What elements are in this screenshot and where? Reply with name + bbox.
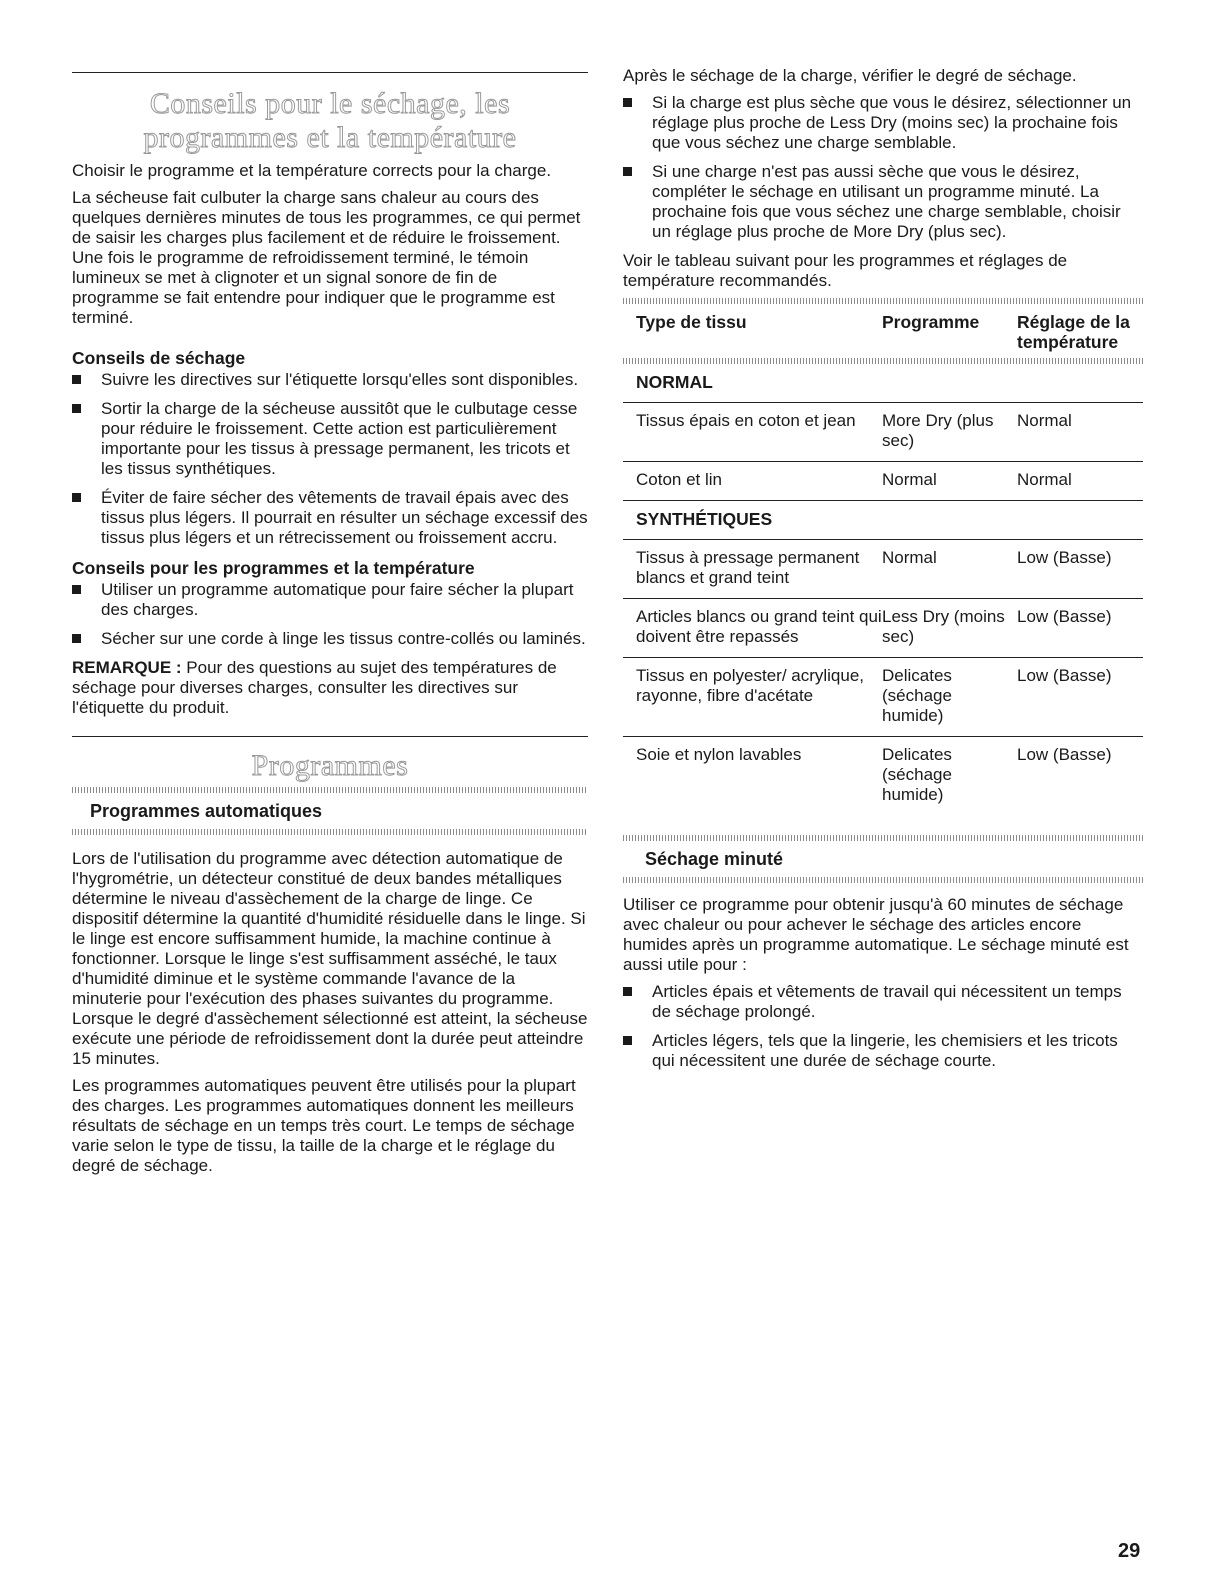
table-row <box>623 658 1143 737</box>
timed-drying-heading: Séchage minuté <box>645 849 784 869</box>
cell-fabric: Tissus épais en coton et jean <box>636 411 856 430</box>
list-item: Articles épais et vêtements de travail qui nécessitent un temps de séchage prolongé. <box>623 982 1143 1022</box>
cell-temperature: Normal <box>1017 411 1072 430</box>
list-item: Utiliser un programme automatique pour faire sécher la plupart des charges. <box>72 580 588 620</box>
square-bullet-icon <box>623 987 632 996</box>
cell-program: Less Dry (moins sec) <box>882 607 1005 646</box>
cell-temperature: Low (Basse) <box>1017 548 1112 567</box>
cell-program: Delicates (séchage humide) <box>882 745 952 804</box>
cell-temperature: Low (Basse) <box>1017 666 1112 685</box>
header-program: Programme <box>882 312 980 332</box>
program-tips-list <box>72 580 588 649</box>
settings-table <box>623 298 1143 835</box>
cell-program: Normal <box>882 548 937 567</box>
section-rule <box>72 736 588 737</box>
cell-temperature: Low (Basse) <box>1017 607 1112 626</box>
group-label-synthetics: SYNTHÉTIQUES <box>636 509 773 529</box>
after-drying-text: Après le séchage de la charge, vérifier le degré de séchage. <box>623 66 1077 85</box>
cell-program: More Dry (plus sec) <box>882 411 994 450</box>
table-row <box>623 403 1143 462</box>
square-bullet-icon <box>72 375 81 384</box>
cell-program: Delicates (séchage humide) <box>882 666 952 725</box>
header-fabric-type: Type de tissu <box>636 312 747 332</box>
square-bullet-icon <box>72 634 81 643</box>
list-item: Suivre les directives sur l'étiquette lorsqu'elles sont disponibles. <box>72 370 588 390</box>
auto-programs-heading: Programmes automatiques <box>90 801 323 821</box>
header-temperature: Réglage de la température <box>1017 312 1130 352</box>
table-row <box>623 462 1143 501</box>
after-drying-list <box>623 93 1143 242</box>
list-item: Si la charge est plus sèche que vous le désirez, sélectionner un réglage plus proche de Less Dry (moins sec) la prochaine fois que vous séchez une charge semblable. <box>623 93 1143 153</box>
cell-temperature: Normal <box>1017 470 1072 489</box>
drying-tips-heading: Conseils de séchage <box>72 348 246 368</box>
square-bullet-icon <box>623 1036 632 1045</box>
section-title-programs: Programmes <box>251 749 409 782</box>
table-header <box>623 304 1143 358</box>
remark-text: Pour des questions au sujet des températures de séchage pour diverses charges, consulter les directives sur l'étiquette du produit. <box>72 658 557 717</box>
page-number: 29 <box>1118 1540 1141 1562</box>
group-label-normal: NORMAL <box>636 372 713 392</box>
right-column <box>623 0 1143 1080</box>
program-tips-heading: Conseils pour les programmes et la température <box>72 558 475 578</box>
left-column <box>72 0 588 1183</box>
auto-paragraph-1: Lors de l'utilisation du programme avec détection automatique de l'hygrométrie, un détecteur constitué de deux bandes métalliques détermine le niveau d'assèchement de la charge de linge. Ce dispositif détermine la quantité d'humidité résiduelle dans le linge. Si le linge est encore suffisamment humide, la machine continue à fonctionner. Lorsque le linge s'est suffisamment asséché, le taux d'humidité diminue et le système commande l'avance de la minuterie pour l'exécution des phases suivantes du programme. Lorsque le degré d'assèchement sélectionné est atteint, la sécheuse exécute une période de refroidissement dont la durée peut atteindre 15 minutes. <box>72 849 588 1068</box>
square-bullet-icon <box>72 404 81 413</box>
square-bullet-icon <box>72 493 81 502</box>
table-row <box>623 737 1143 835</box>
list-item: Articles légers, tels que la lingerie, les chemisiers et les tricots qui nécessitent une durée de séchage courte. <box>623 1031 1143 1071</box>
list-item: Sortir la charge de la sécheuse aussitôt que le culbutage cesse pour réduire le froissement. Cette action est particulièrement importante pour les tissus à pressage permanent, les tricots et les tissus synthétiques. <box>72 399 588 479</box>
cell-temperature: Low (Basse) <box>1017 745 1112 764</box>
table-group-row <box>623 364 1143 403</box>
remark-label: REMARQUE : <box>72 658 182 677</box>
tumble-paragraph: La sécheuse fait culbuter la charge sans chaleur au cours des quelques dernières minutes de tous les programmes, ce qui permet de saisir les charges plus facilement et de réduire le froissement. Une fois le programme de refroidissement terminé, le témoin lumineux se met à clignoter et un signal sonore de fin de programme se fait entendre pour indiquer que le programme est terminé. <box>72 188 581 327</box>
table-row <box>623 540 1143 599</box>
square-bullet-icon <box>623 167 632 176</box>
list-item: Sécher sur une corde à linge les tissus contre-collés ou laminés. <box>72 629 588 649</box>
hatch-divider <box>623 877 1143 883</box>
cell-fabric: Tissus en polyester/ acrylique, rayonne, fibre d'acétate <box>636 666 865 705</box>
cell-fabric: Tissus à pressage permanent blancs et grand teint <box>636 548 860 587</box>
list-item: Éviter de faire sécher des vêtements de travail épais avec des tissus plus légers. Il pourrait en résulter un séchage excessif des tissus plus légers et un rétrecissement ou froissement accru. <box>72 488 588 548</box>
intro-text: Choisir le programme et la température corrects pour la charge. <box>72 161 552 180</box>
cell-program: Normal <box>882 470 937 489</box>
remark-note <box>72 658 588 718</box>
cell-fabric: Coton et lin <box>636 470 722 489</box>
cell-fabric: Soie et nylon lavables <box>636 745 802 764</box>
drying-tips-list <box>72 370 588 548</box>
hatch-divider <box>72 829 588 835</box>
square-bullet-icon <box>72 585 81 594</box>
timed-drying-paragraph: Utiliser ce programme pour obtenir jusqu'à 60 minutes de séchage avec chaleur ou pour achever le séchage des articles encore humides après un programme automatique. Le séchage minuté est aussi utile pour : <box>623 895 1129 974</box>
timed-drying-list <box>623 982 1143 1071</box>
table-intro: Voir le tableau suivant pour les programmes et réglages de température recommandés. <box>623 251 1068 290</box>
auto-paragraph-2: Les programmes automatiques peuvent être utilisés pour la plupart des charges. Les programmes automatiques donnent les meilleurs résultats de séchage en un temps très court. Le temps de séchage varie selon le type de tissu, la taille de la charge et le réglage du degré de séchage. <box>72 1076 576 1175</box>
section-title-tips: Conseils pour le séchage, les programmes et la température <box>143 87 517 154</box>
table-row <box>623 599 1143 658</box>
cell-fabric: Articles blancs ou grand teint qui doivent être repassés <box>636 607 882 646</box>
list-item: Si une charge n'est pas aussi sèche que vous le désirez, compléter le séchage en utilisant un programme minuté. La prochaine fois que vous séchez une charge semblable, choisir un réglage plus proche de More Dry (plus sec). <box>623 162 1143 242</box>
square-bullet-icon <box>623 98 632 107</box>
section-rule <box>72 72 588 73</box>
table-group-row <box>623 501 1143 540</box>
